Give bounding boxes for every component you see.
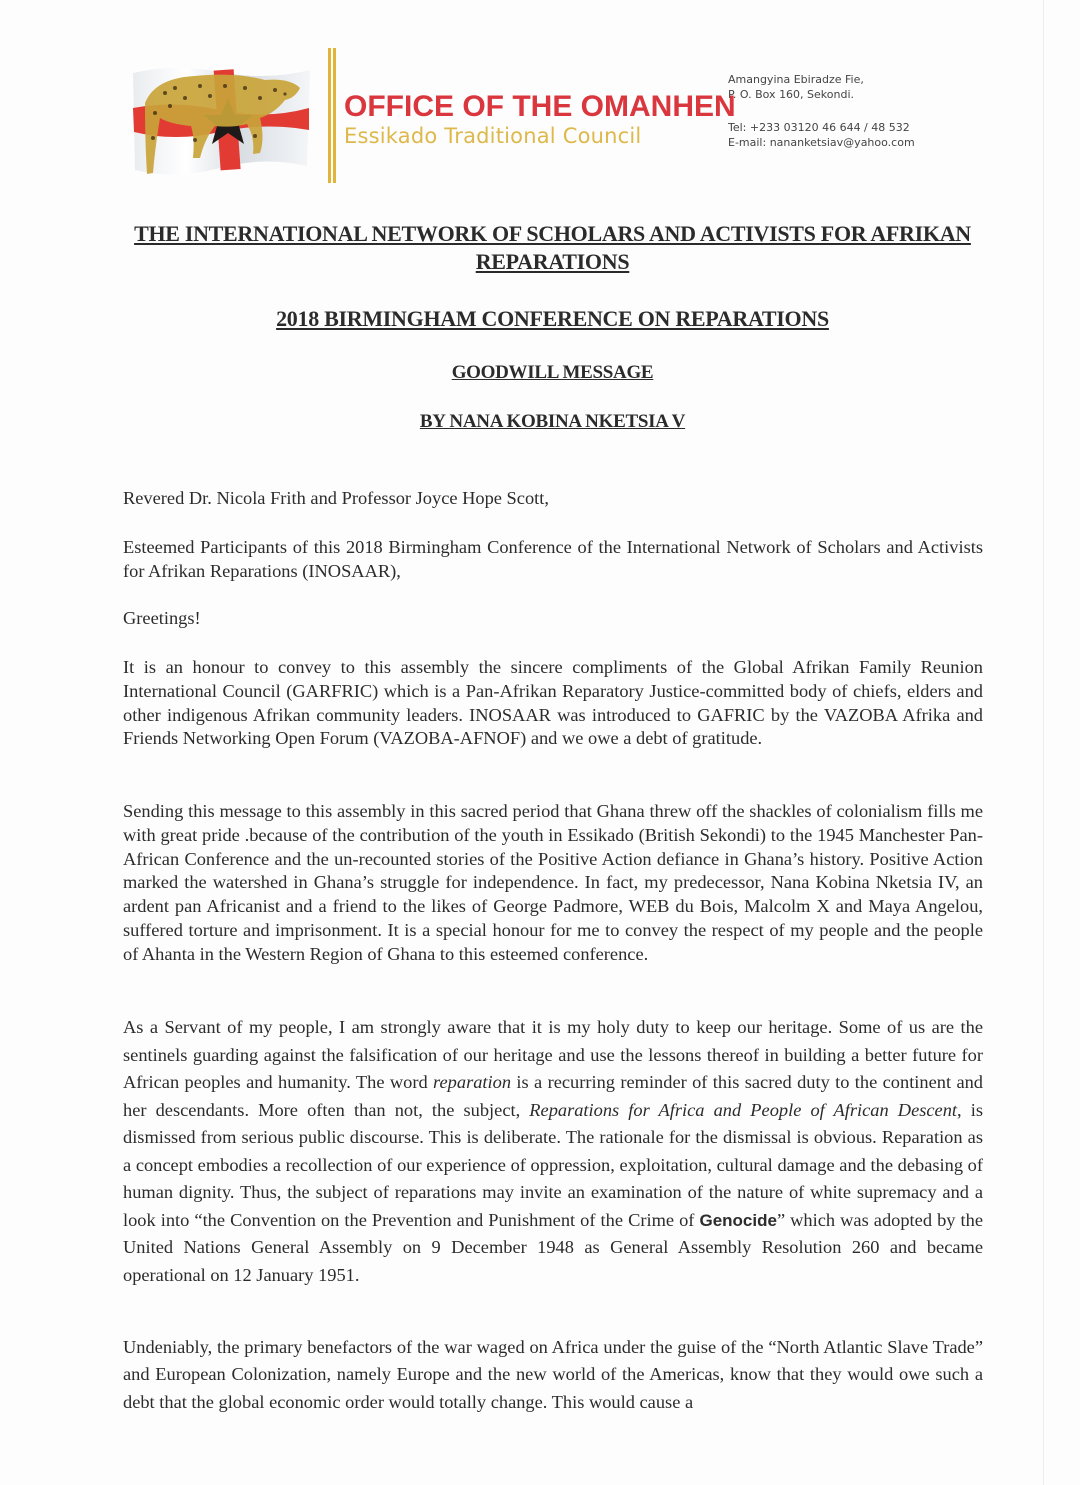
text-run: , is dismissed from serious public discourse. This is deliberate. The rationale for the dismissal is obvious. Reparation as a concept embodies a recollection of our experience of oppression, exploitation, cultural damage and the debasing of human dignity. Thus, the subject of reparations may invite an examination of the nature of white supremacy and a look into “the Convention on the Prevention and Punishment of the Crime of (123, 1099, 983, 1230)
email: E-mail: nananketsiav@yahoo.com (728, 136, 915, 149)
address-line-2: P. O. Box 160, Sekondi. (728, 88, 855, 101)
paragraph-benefactors: Undeniably, the primary benefactors of the war waged on Africa under the guise of the “North Atlantic Slave Trade” and European Colonization, namely Europe and the new world of the Americas, know that they would owe such a debt that the global economic order would totally change. This would cause a (123, 1337, 983, 1412)
text-run: As a Servant of my people, I am strongly aware that it is my holy duty to keep our heritage. Some of us are the sentinels guarding against the falsification of our heritage and use the lessons thereof in building a better future for African peoples and humanity. The word (123, 1017, 983, 1092)
paragraph-garfric: It is an honour to convey to this assembly the sincere compliments of the Global Afrikan Family Reunion International Council (GARFRIC) which is a Pan-Afrikan Reparatory Justice-committed body of chiefs, elders and other indigenous Afrikan community leaders. INOSAAR was introduced to GAFRIC by the VAZOBA Afrika and Friends Networking Open Forum (VAZOBA-AFNOF) and we owe a debt of gratitude. (123, 657, 983, 749)
org-name: OFFICE OF THE OMANHEN (344, 90, 736, 123)
leopard-flag-logo-icon (125, 58, 320, 188)
greeting: Greetings! (123, 608, 201, 628)
contact-block (728, 72, 915, 150)
italic-term: reparation (433, 1072, 512, 1092)
org-subtitle: Essikado Traditional Council (344, 124, 642, 148)
author-heading: BY NANA KOBINA NKETSIA V (419, 411, 686, 432)
telephone: Tel: +233 03120 46 644 / 48 532 (728, 121, 910, 134)
address-line-1: Amangyina Ebiradze Fie, (728, 73, 864, 86)
text-run: is a recurring reminder of this sacred duty to the continent and her descendants. More often than not, the subject, (123, 1072, 984, 1120)
letterhead (125, 48, 945, 188)
bold-term: Genocide (699, 1210, 777, 1230)
salutation: Revered Dr. Nicola Frith and Professor Joyce Hope Scott, (123, 488, 549, 508)
message-type-heading: GOODWILL MESSAGE (451, 362, 654, 383)
paragraph-heritage (123, 1014, 983, 1289)
conference-title: 2018 BIRMINGHAM CONFERENCE ON REPARATIONS (276, 306, 829, 332)
letterhead-divider (328, 48, 336, 183)
document-title: THE INTERNATIONAL NETWORK OF SCHOLARS AND ACTIVISTS FOR AFRIKAN REPARATIONS (134, 220, 971, 274)
text-run: ” which was adopted by the United Nations General Assembly on 9 December 1948 as General Assembly Resolution 260 and became operational on 12 January 1951. (123, 1209, 983, 1285)
paragraph-history: Sending this message to this assembly in this sacred period that Ghana threw off the shackles of colonialism fills me with great pride .because of the contribution of the youth in Essikado (British Sekondi) to the 1945 Manchester Pan-African Conference and the un-recounted stories of the Positive Action defiance in Ghana’s history. Positive Action marked the watershed in Ghana’s struggle for independence. In fact, my predecessor, Nana Kobina Nketsia IV, an ardent pan Africanist and a friend to the likes of George Padmore, WEB du Bois, Malcolm X and Maya Angelou, suffered torture and imprisonment. It is a special honour for me to convey the respect of my people and the people of Ahanta in the Western Region of Ghana to this esteemed conference. (123, 801, 983, 964)
italic-title: Reparations for Africa and People of African Descent (529, 1099, 958, 1120)
esteemed-participants: Esteemed Participants of this 2018 Birmingham Conference of the International Network of Scholars and Activists for Afrikan Reparations (INOSAAR), (123, 537, 983, 581)
page-edge (1043, 0, 1044, 1485)
